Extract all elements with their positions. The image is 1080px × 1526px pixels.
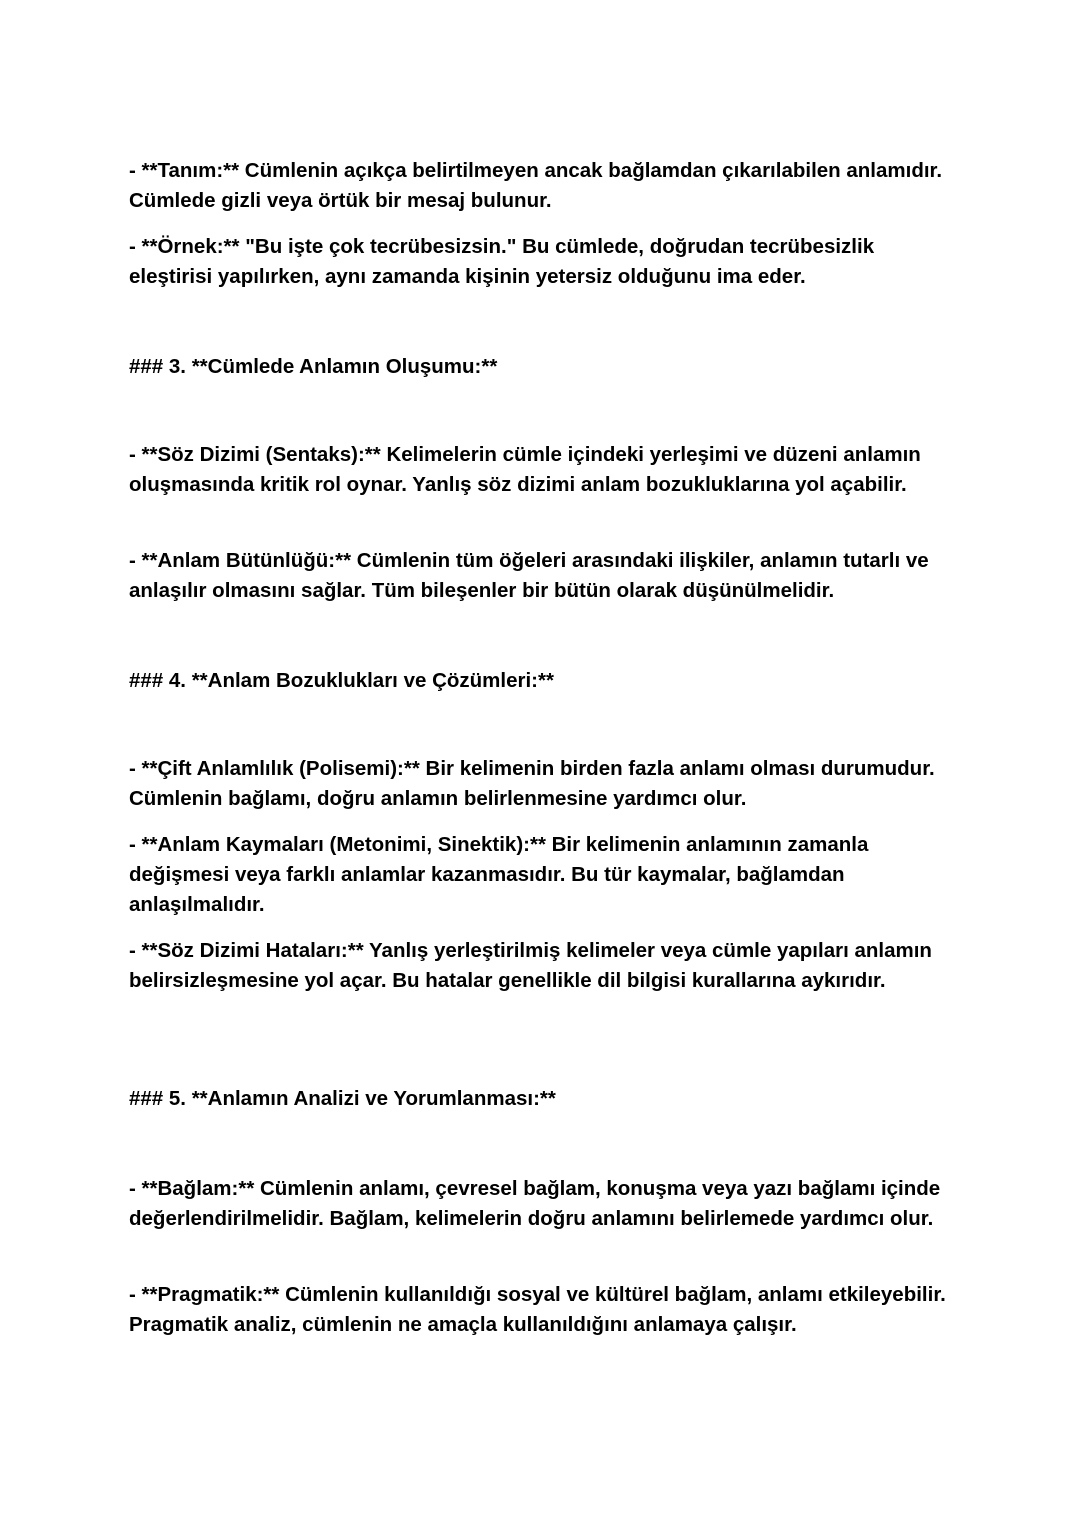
paragraph-pragmatik: - **Pragmatik:** Cümlenin kullanıldığı sosyal ve kültürel bağlam, anlamı etkileyebilir. Pragmatik analiz, cümlenin ne amaçla kullanıldığını anlamaya çalışır.	[129, 1283, 946, 1336]
paragraph-tanim: - **Tanım:** Cümlenin açıkça belirtilmeyen ancak bağlamdan çıkarılabilen anlamıdır. Cümlede gizli veya örtük bir mesaj bulunur.	[129, 159, 943, 212]
paragraph-cift-anlamlilik: - **Çift Anlamlılık (Polisemi):** Bir kelimenin birden fazla anlamı olması durumudur. Cümlenin bağlamı, doğru anlamın belirlenmesine yardımcı olur.	[129, 757, 935, 810]
heading-section-5: ### 5. **Anlamın Analizi ve Yorumlanması:**	[129, 1087, 556, 1110]
heading-section-4: ### 4. **Anlam Bozuklukları ve Çözümleri:**	[129, 669, 554, 692]
paragraph-baglam: - **Bağlam:** Cümlenin anlamı, çevresel bağlam, konuşma veya yazı bağlamı içinde değerlendirilmelidir. Bağlam, kelimelerin doğru anlamını belirlemede yardımcı olur.	[129, 1177, 941, 1230]
paragraph-soz-dizimi-hatalari: - **Söz Dizimi Hataları:** Yanlış yerleştirilmiş kelimeler veya cümle yapıları anlamın belirsizleşmesine yol açar. Bu hatalar genellikle dil bilgisi kurallarına aykırıdır.	[129, 939, 932, 992]
paragraph-ornek: - **Örnek:** "Bu işte çok tecrübesizsin." Bu cümlede, doğrudan tecrübesizlik eleştirisi yapılırken, aynı zamanda kişinin yetersiz olduğunu ima eder.	[129, 235, 875, 288]
paragraph-anlam-kaymalari: - **Anlam Kaymaları (Metonimi, Sinektik):** Bir kelimenin anlamının zamanla değişmesi veya farklı anlamlar kazanmasıdır. Bu tür kaymalar, bağlamdan anlaşılmalıdır.	[129, 833, 869, 916]
heading-section-3: ### 3. **Cümlede Anlamın Oluşumu:**	[129, 355, 498, 378]
paragraph-anlam-butunlugu: - **Anlam Bütünlüğü:** Cümlenin tüm öğeleri arasındaki ilişkiler, anlamın tutarlı ve anlaşılır olmasını sağlar. Tüm bileşenler bir bütün olarak düşünülmelidir.	[129, 549, 929, 602]
paragraph-soz-dizimi: - **Söz Dizimi (Sentaks):** Kelimelerin cümle içindeki yerleşimi ve düzeni anlamın oluşmasında kritik rol oynar. Yanlış söz dizimi anlam bozukluklarına yol açabilir.	[129, 443, 921, 496]
